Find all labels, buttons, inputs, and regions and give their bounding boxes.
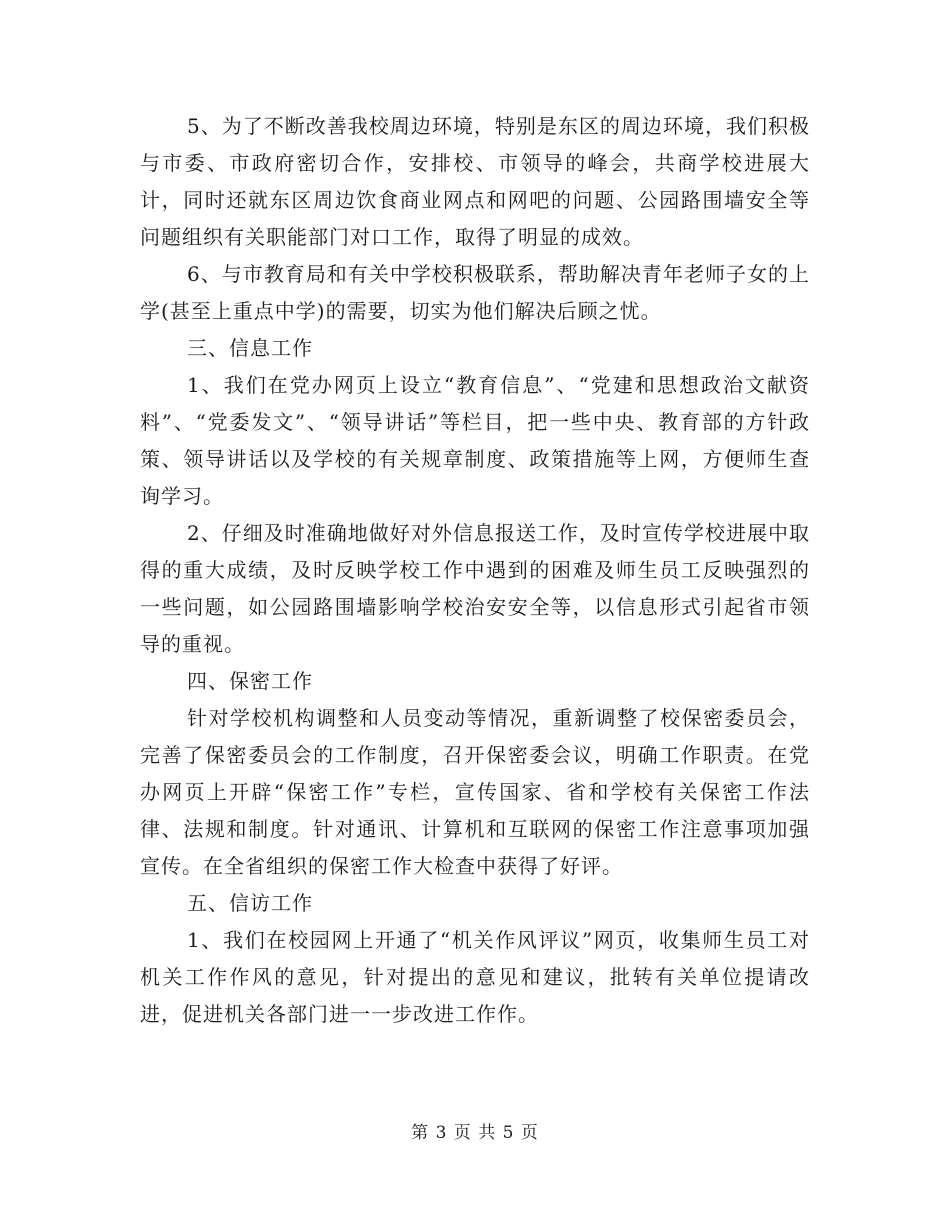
section-heading-information: 三、信息工作 bbox=[187, 336, 313, 360]
paragraph-item-5: 5、为了不断改善我校周边环境，特别是东区的周边环境，我们积极与市委、市政府密切合作，安排校、市领导的峰会，共商学校进展大计，同时还就东区周边饮食商业网点和网吧的问题、公园路围墙安全等问题组织有关职能部门对口工作，取得了明显的成效。 bbox=[140, 114, 810, 249]
paragraph-confidentiality: 针对学校机构调整和人员变动等情况，重新调整了校保密委员会，完善了保密委员会的工作制度，召开保密委会议，明确工作职责。在党办网页上开辟“保密工作”专栏，宣传国家、省和学校有关保密工作法律、法规和制度。针对通讯、计算机和互联网的保密工作注意事项加强宣传。在全省组织的保密工作大检查中获得了好评。 bbox=[140, 706, 810, 878]
paragraph-item-6: 6、与市教育局和有关中学校积极联系，帮助解决青年老师子女的上学(甚至上重点中学)的需要，切实为他们解决后顾之忧。 bbox=[140, 262, 810, 323]
paragraph-information-1: 1、我们在党办网页上设立“教育信息”、“党建和思想政治文献资料”、“党委发文”、“领导讲话”等栏目，把一些中央、教育部的方针政策、领导讲话以及学校的有关规章制度、政策措施等上网，方便师生查询学习。 bbox=[140, 373, 810, 508]
section-heading-confidentiality: 四、保密工作 bbox=[187, 669, 313, 693]
section-heading-petitions: 五、信访工作 bbox=[187, 891, 313, 915]
page-number-footer: 第 3 页 共 5 页 bbox=[411, 1123, 539, 1143]
document-body bbox=[140, 108, 810, 1033]
paragraph-information-2: 2、仔细及时准确地做好对外信息报送工作，及时宣传学校进展中取得的重大成绩，及时反映学校工作中遇到的困难及师生员工反映强烈的一些问题，如公园路围墙影响学校治安安全等，以信息形式引起省市领导的重视。 bbox=[140, 521, 810, 656]
paragraph-petitions-1: 1、我们在校园网上开通了“机关作风评议”网页，收集师生员工对机关工作作风的意见，针对提出的意见和建议，批转有关单位提请改进，促进机关各部门进一一步改进工作作。 bbox=[140, 928, 810, 1026]
